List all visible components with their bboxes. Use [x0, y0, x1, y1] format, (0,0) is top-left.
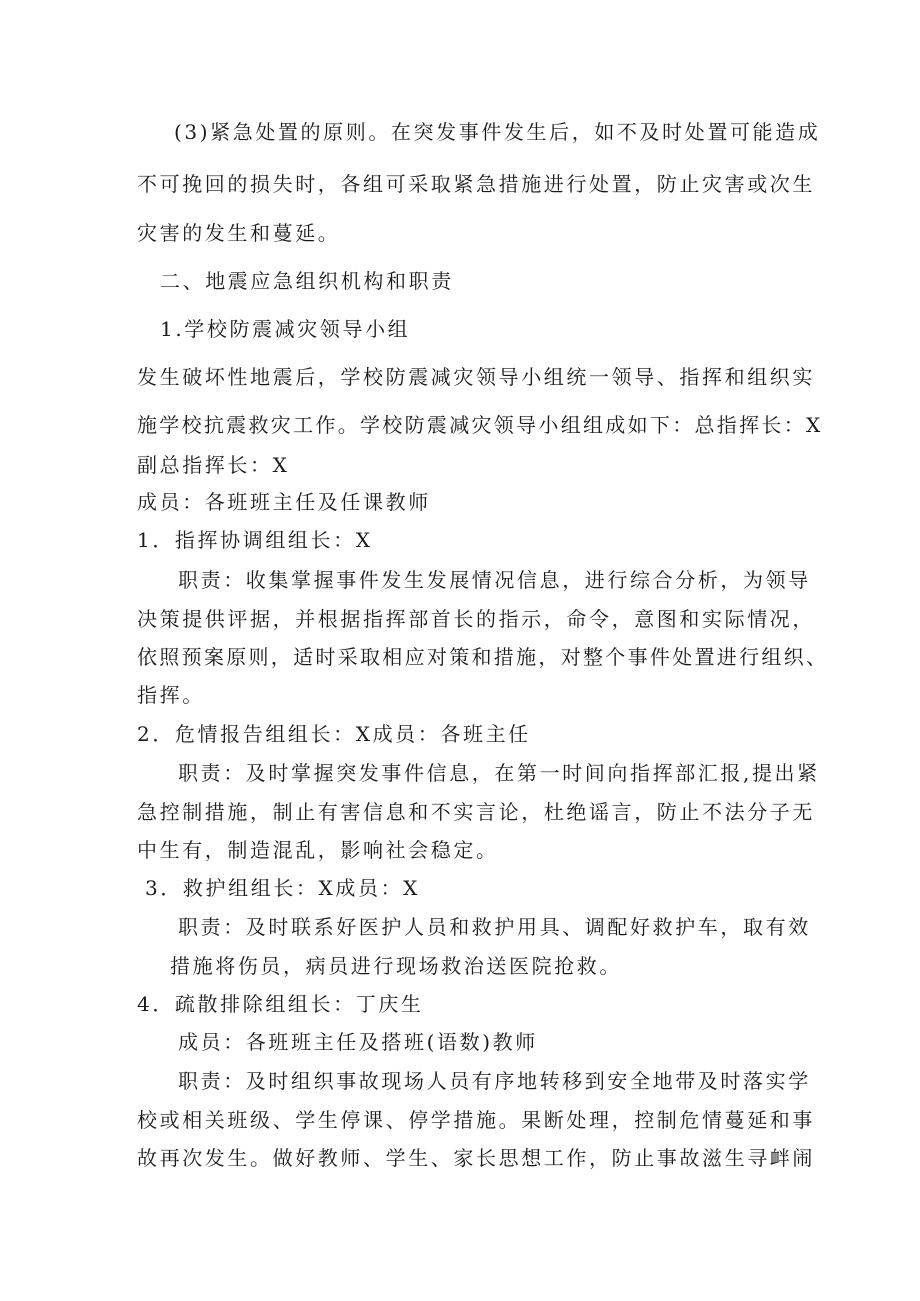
text-line: 措施将伤员，病员进行现场救治送医院抢救。 — [170, 954, 622, 978]
group-heading: 1．指挥协调组组长：X — [137, 528, 373, 552]
group-heading: 2．危情报告组组长：X成员：各班主任 — [137, 722, 531, 746]
text-line: 不可挽回的损失时，各组可采取紧急措施进行处置，防止灾害或次生 — [137, 172, 815, 196]
text-line: 决策提供评据，并根据指挥部首长的指示，命令，意图和实际情况， — [137, 607, 815, 631]
text-line: 职责：及时掌握突发事件信息，在第一时间向指挥部汇报,提出紧 — [178, 761, 820, 785]
text-line: 指挥。 — [137, 683, 205, 707]
text-line: 发生破坏性地震后，学校防震减灾领导小组统一领导、指挥和组织实 — [137, 365, 815, 389]
text-line: (3)紧急处置的原则。在突发事件发生后，如不及时处置可能造成 — [174, 120, 821, 144]
group-heading: 4．疏散排除组组长：丁庆生 — [137, 992, 424, 1016]
text-line: 校或相关班级、学生停课、停学措施。果断处理，控制危情蔓延和事 — [137, 1108, 815, 1132]
text-line: 中生有，制造混乱，影响社会稳定。 — [137, 838, 499, 862]
group-heading: 3．救护组组长：X成员：X — [145, 876, 421, 900]
text-line: 职责：及时联系好医护人员和救护用具、调配好救护车，取有效 — [178, 915, 811, 939]
text-line: 成员：各班班主任及任课教师 — [137, 490, 431, 514]
text-line: 依照预案原则，适时采取相应对策和措施，对整个事件处置进行组织、 — [137, 645, 829, 669]
section-heading: 二、地震应急组织机构和职责 — [160, 269, 454, 293]
text-line: 故再次发生。做好教师、学生、家长思想工作，防止事故滋生寻衅闹 — [137, 1146, 815, 1170]
text-line: 职责：及时组织事故现场人员有序地转移到安全地带及时落实学 — [178, 1069, 811, 1093]
text-line: 职责：收集掌握事件发生发展情况信息，进行综合分析，为领导 — [178, 568, 811, 592]
text-line: 施学校抗震救灾工作。学校防震减灾领导小组组成如下：总指挥长：X — [137, 413, 823, 437]
text-line: 灾害的发生和蔓延。 — [137, 221, 341, 245]
text-line: 副总指挥长：X — [137, 453, 290, 477]
text-line: 急控制措施，制止有害信息和不实言论，杜绝谣言，防止不法分子无 — [137, 800, 815, 824]
text-line: 成员：各班班主任及搭班(语数)教师 — [178, 1030, 538, 1054]
subsection-heading: 1.学校防震减灾领导小组 — [160, 317, 411, 341]
